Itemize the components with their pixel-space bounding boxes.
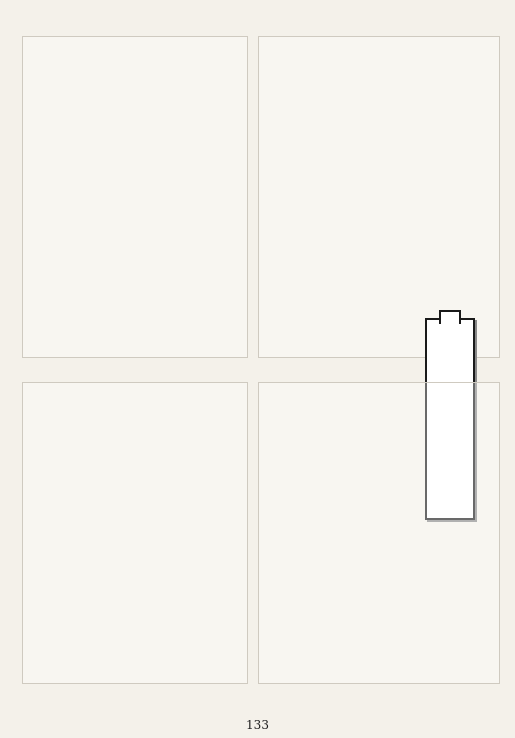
top-right-text bbox=[265, 43, 493, 351]
bottom-right-text bbox=[265, 389, 493, 677]
top-left-text-block bbox=[22, 36, 248, 358]
top-left-text bbox=[29, 43, 241, 351]
bottom-right-text-block bbox=[258, 382, 500, 684]
bottom-left-text bbox=[29, 389, 241, 677]
bottom-left-text-block bbox=[22, 382, 248, 684]
page-number: 133 bbox=[246, 718, 269, 732]
top-right-text-block bbox=[258, 36, 500, 358]
badge-cap-icon bbox=[439, 310, 461, 324]
